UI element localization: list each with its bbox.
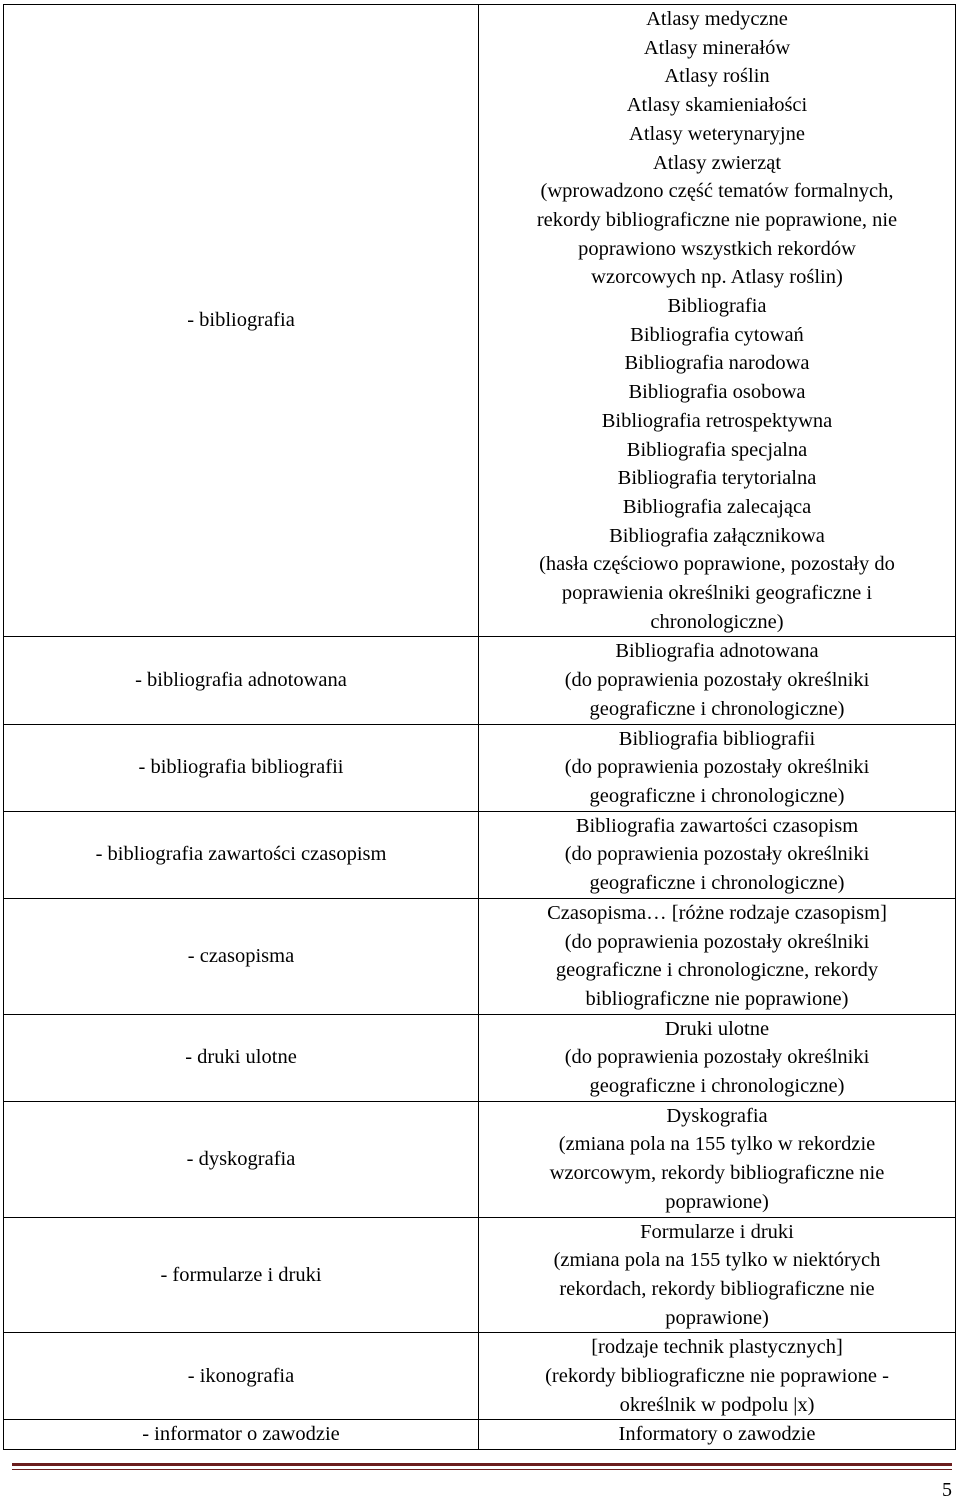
left-cell [4, 1333, 479, 1420]
right-cell [479, 724, 956, 811]
polish-subject-term: - druki ulotne [185, 1046, 297, 1069]
table-row [4, 1101, 956, 1217]
table-body [4, 5, 956, 1450]
left-cell [4, 811, 479, 898]
right-cell [479, 1014, 956, 1101]
table-row [4, 1014, 956, 1101]
heading-line: Formularze i druki [640, 1220, 794, 1243]
right-cell [479, 1333, 956, 1420]
polish-subject-term: - bibliografia zawartości czasopism [95, 843, 387, 866]
heading-line: Bibliografia narodowa [624, 352, 810, 375]
heading-line: Atlasy minerałów [643, 36, 791, 59]
table-row [4, 898, 956, 1014]
heading-line: Atlasy weterynaryjne [629, 122, 805, 145]
heading-line: Atlasy roślin [664, 65, 770, 88]
right-cell [479, 1420, 956, 1450]
heading-line: wzorcowych np. Atlasy roślin) [591, 266, 843, 289]
right-cell [479, 637, 956, 724]
heading-line: bibliograficzne nie poprawione) [585, 987, 849, 1010]
heading-line: Atlasy skamieniałości [626, 94, 808, 117]
heading-line: rekordach, rekordy bibliograficzne nie [559, 1277, 875, 1300]
left-cell [4, 1101, 479, 1217]
heading-line: [rodzaje technik plastycznych] [591, 1336, 843, 1359]
heading-line: poprawione) [665, 1190, 769, 1213]
table-row [4, 1333, 956, 1420]
heading-line: chronologiczne) [650, 610, 784, 633]
polish-subject-term: - bibliografia bibliografii [138, 756, 344, 779]
heading-line: wzorcowym, rekordy bibliograficzne nie [549, 1162, 885, 1185]
table-row [4, 1420, 956, 1450]
left-cell [4, 5, 479, 637]
heading-line: (hasła częściowo poprawione, pozostały do [539, 553, 895, 576]
heading-line: Atlasy zwierząt [652, 151, 782, 174]
heading-line: Czasopisma… [różne rodzaje czasopism] [547, 901, 887, 924]
footer-rule-thick [12, 1463, 952, 1466]
left-cell [4, 1420, 479, 1450]
heading-line: poprawiono wszystkich rekordów [578, 237, 856, 260]
polish-subject-term: - bibliografia adnotowana [135, 669, 347, 692]
heading-line: (zmiana pola na 155 tylko w rekordzie [558, 1133, 876, 1156]
heading-line: poprawione) [665, 1306, 769, 1329]
heading-line: Bibliografia zawartości czasopism [575, 814, 859, 837]
heading-line: geograficzne i chronologiczne) [589, 697, 845, 720]
polish-subject-term: - ikonografia [187, 1365, 295, 1388]
heading-line: Atlasy medyczne [646, 8, 788, 30]
left-cell [4, 1014, 479, 1101]
heading-line: Druki ulotne [664, 1017, 770, 1040]
heading-line: geograficzne i chronologiczne) [589, 1075, 845, 1098]
polish-subject-term: - dyskografia [186, 1147, 296, 1170]
left-cell [4, 1217, 479, 1333]
polish-subject-term: - formularze i druki [160, 1263, 322, 1286]
right-cell [479, 1101, 956, 1217]
right-cell [479, 898, 956, 1014]
table-row [4, 1217, 956, 1333]
heading-line: geograficzne i chronologiczne) [589, 872, 845, 895]
heading-line: Bibliografia adnotowana [615, 640, 819, 663]
table-row [4, 637, 956, 724]
subject-mapping-table [3, 4, 956, 1450]
heading-line: (do poprawienia pozostały określniki [564, 669, 870, 692]
right-cell [479, 811, 956, 898]
heading-line: (zmiana pola na 155 tylko w niektórych [553, 1249, 881, 1272]
left-cell [4, 637, 479, 724]
table-row [4, 5, 956, 637]
heading-line: poprawienia określniki geograficzne i [561, 582, 873, 605]
heading-line: (do poprawienia pozostały określniki [564, 1046, 870, 1069]
heading-line: Bibliografia cytowań [630, 323, 804, 346]
heading-line: (wprowadzono część tematów formalnych, [540, 180, 894, 203]
heading-line: Bibliografia bibliografii [618, 727, 816, 750]
heading-line: Bibliografia retrospektywna [601, 409, 833, 432]
right-cell [479, 1217, 956, 1333]
right-cell [479, 5, 956, 637]
left-cell [4, 724, 479, 811]
page-number: 5 [942, 1479, 952, 1501]
heading-line: Bibliografia zalecająca [622, 495, 812, 518]
heading-line: rekordy bibliograficzne nie poprawione, nie [536, 208, 898, 231]
footer-rule-thin [12, 1469, 952, 1470]
heading-line: Dyskografia [666, 1104, 768, 1127]
heading-line: Bibliografia załącznikowa [609, 524, 825, 547]
heading-line: Bibliografia specjalna [626, 438, 808, 461]
heading-line: geograficzne i chronologiczne, rekordy [555, 959, 879, 982]
heading-line: Bibliografia terytorialna [617, 467, 817, 490]
heading-line: określnik w podpolu |x) [619, 1393, 815, 1416]
heading-line: (do poprawienia pozostały określniki [564, 843, 870, 866]
table-row [4, 811, 956, 898]
heading-line: (rekordy bibliograficzne nie poprawione - [545, 1365, 889, 1388]
heading-line: (do poprawienia pozostały określniki [564, 930, 870, 953]
heading-line: Informatory o zawodzie [618, 1423, 816, 1446]
polish-subject-term: - czasopisma [187, 944, 295, 967]
heading-line: Bibliografia osobowa [628, 381, 806, 404]
heading-line: (do poprawienia pozostały określniki [564, 756, 870, 779]
polish-subject-term: - bibliografia [187, 309, 295, 332]
heading-line: geograficzne i chronologiczne) [589, 784, 845, 807]
heading-line: Bibliografia [667, 295, 767, 318]
polish-subject-term: - informator o zawodzie [142, 1423, 340, 1446]
table-row [4, 724, 956, 811]
left-cell [4, 898, 479, 1014]
